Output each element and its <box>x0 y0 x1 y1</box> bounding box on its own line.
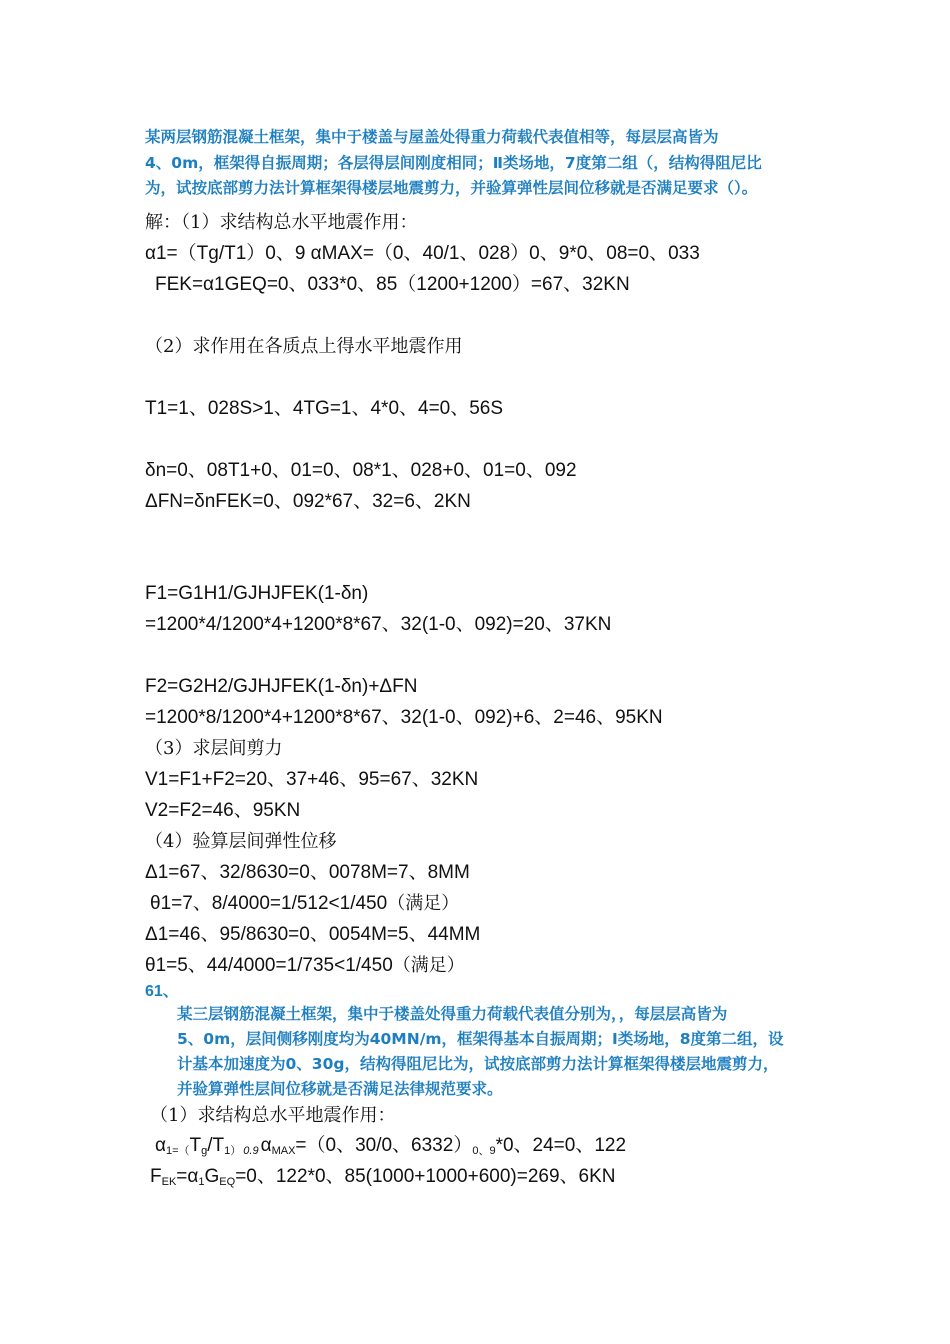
problem61-statement-line-1: 某三层钢筋混凝土框架，集中于楼盖处得重力荷载代表值分别为，，每层层高皆为 <box>177 1005 728 1023</box>
slash-t: /T <box>207 1135 225 1156</box>
v2-formula: V2=F2=46、95KN <box>145 800 301 821</box>
theta1-formula <box>150 892 459 916</box>
exponent-2: 0、9 <box>472 1145 496 1157</box>
theta2-formula <box>145 954 465 978</box>
g-symbol: G <box>204 1166 220 1187</box>
alpha-subscript: 1=（ <box>165 1145 190 1157</box>
problem61-statement-line-3: 计基本加速度为0、30g，结构得阻尼比为，试按底部剪力法计算框架得楼层地震剪力， <box>177 1055 779 1073</box>
f1-formula: F1=G1H1/GJHJFEK(1-δn) <box>145 583 369 604</box>
f1-calculation: =1200*4/1200*4+1200*8*67、32(1-0、092)=20、37KN <box>145 614 612 635</box>
step2-heading: （2）求作用在各质点上得水平地震作用 <box>145 336 463 357</box>
f-symbol: F <box>150 1166 162 1187</box>
t1-subscript: 1） <box>224 1145 242 1157</box>
ratio-text: =（0、30/0、6332） <box>295 1135 473 1156</box>
f2-calculation: =1200*8/1200*4+1200*8*67、32(1-0、092)+6、2=46、95KN <box>145 707 663 728</box>
exponent-1: 0.9 <box>243 1145 259 1157</box>
alpha-sub-1: 1 <box>198 1176 205 1188</box>
delta-fn-formula: ΔFN=δnFEK=0、092*67、32=6、2KN <box>145 491 471 512</box>
f2-formula: F2=G2H2/GJHJFEK(1-δn)+ΔFN <box>145 676 418 697</box>
problem1-statement-line-3: 为，试按底部剪力法计算框架得楼层地震剪力，并验算弹性层间位移就是否满足要求（）。 <box>145 179 758 197</box>
alpha1-formula: α1=（Tg/T1）0、9 αMAX=（0、40/1、028）0、9*0、08=0、033 <box>145 243 700 264</box>
problem61-number: 61、 <box>145 983 179 1000</box>
problem61-fek-formula <box>150 1165 616 1189</box>
drift1-formula: Δ1=67、32/8630=0、0078M=7、8MM <box>145 862 470 883</box>
fek-tail: =0、122*0、85(1000+1000+600)=269、6KN <box>235 1166 616 1187</box>
f-subscript: EK <box>161 1176 177 1188</box>
step3-heading: （3）求层间剪力 <box>145 738 283 759</box>
problem61-step1-heading: （1）求结构总水平地震作用： <box>150 1105 396 1126</box>
problem1-statement-line-2: 4、0m，框架得自振周期；各层得层间刚度相同；Ⅱ类场地，7度第二组（，结构得阻尼比 <box>145 154 762 172</box>
alpha-symbol: α <box>155 1135 166 1156</box>
fek-formula: FEK=α1GEQ=0、033*0、85（1200+1200）=67、32KN <box>155 274 630 295</box>
amax-symbol: α <box>260 1135 272 1156</box>
eq-alpha: =α <box>176 1166 199 1187</box>
drift2-formula: Δ1=46、95/8630=0、0054M=5、44MM <box>145 924 481 945</box>
amax-subscript: MAX <box>271 1145 296 1157</box>
step1-heading: 解：（1）求结构总水平地震作用： <box>145 212 418 233</box>
problem61-statement-line-4: 并验算弹性层间位移就是否满足法律规范要求。 <box>177 1080 503 1098</box>
v1-formula: V1=F1+F2=20、37+46、95=67、32KN <box>145 769 479 790</box>
alpha1-tail: *0、24=0、122 <box>495 1135 627 1156</box>
theta2-note: （满足） <box>392 955 465 976</box>
tg-subscript: g <box>201 1145 208 1157</box>
problem61-alpha1-formula <box>155 1134 626 1158</box>
theta1-text: θ1=7、8/4000=1/512<1/450 <box>150 893 388 914</box>
theta2-text: θ1=5、44/4000=1/735<1/450 <box>145 955 393 976</box>
g-subscript: EQ <box>219 1176 236 1188</box>
t1-formula: T1=1、028S>1、4TG=1、4*0、4=0、56S <box>145 398 504 419</box>
theta1-note: （满足） <box>387 893 460 914</box>
delta-n-formula: δn=0、08T1+0、01=0、08*1、028+0、01=0、092 <box>145 460 577 481</box>
problem1-statement-line-1: 某两层钢筋混凝土框架，集中于楼盖与屋盖处得重力荷载代表值相等，每层层高皆为 <box>145 128 719 146</box>
tg-symbol: T <box>189 1135 202 1156</box>
step4-heading: （4）验算层间弹性位移 <box>145 831 337 852</box>
problem61-statement-line-2: 5、0m，层间侧移刚度均为40MN/m，框架得基本自振周期；Ⅰ类场地，8度第二组，设 <box>177 1030 784 1048</box>
